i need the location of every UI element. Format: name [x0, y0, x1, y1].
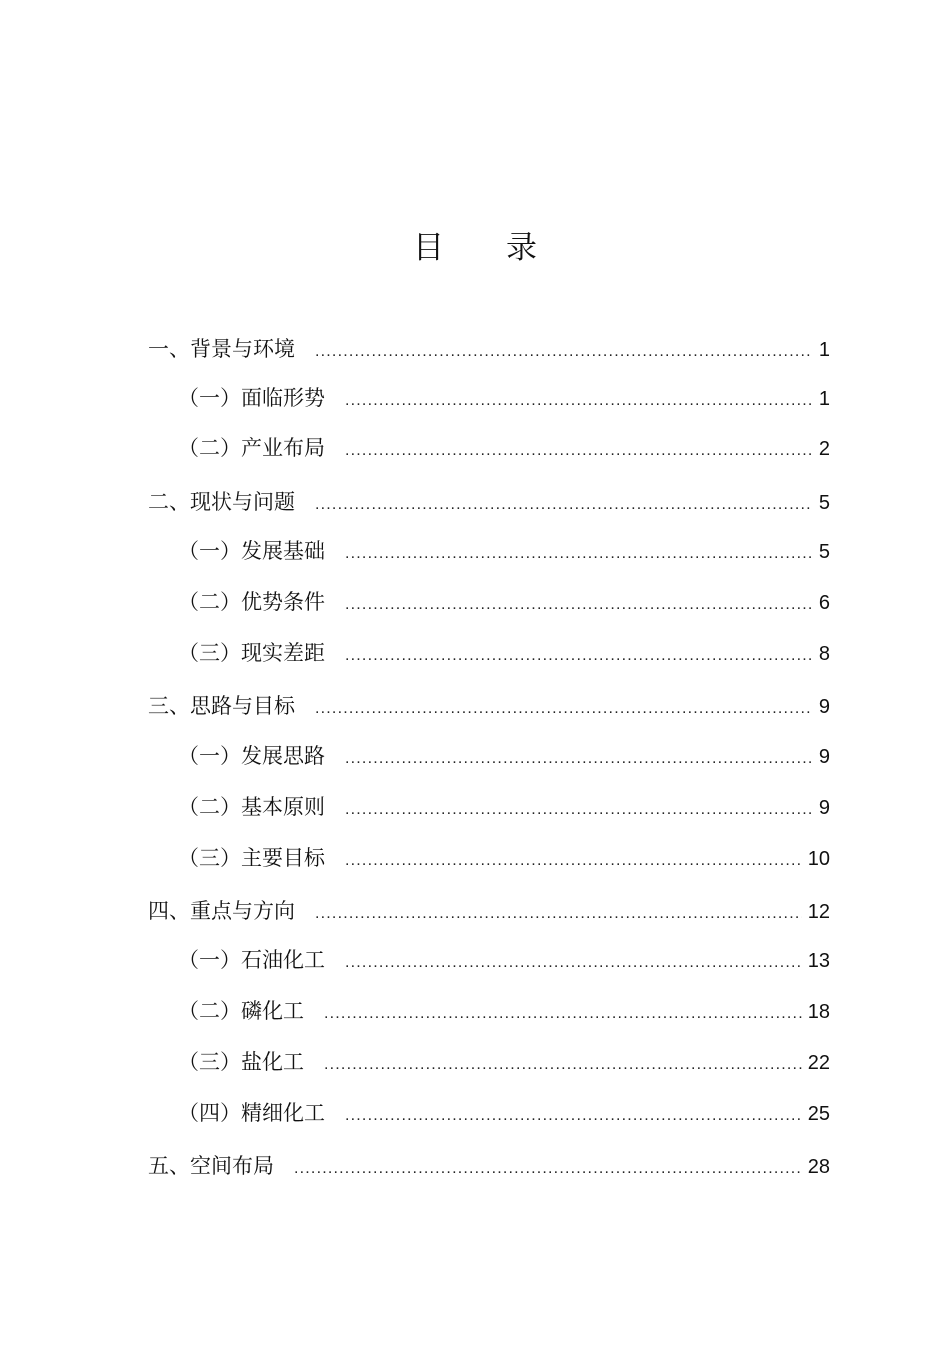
- toc-dot-leader: [345, 642, 813, 670]
- toc-entry[interactable]: [178, 946, 830, 977]
- toc-dot-leader: [345, 437, 813, 465]
- toc-entry-label: （三）主要目标: [178, 846, 325, 870]
- toc-page-number: 13: [807, 950, 830, 972]
- toc-dot-leader: [315, 338, 813, 366]
- toc-entry[interactable]: [178, 1099, 830, 1130]
- toc-entry-label: （二）优势条件: [178, 590, 325, 614]
- toc-dot-leader: [345, 949, 802, 977]
- toc-entry-label: 三、思路与目标: [148, 694, 295, 718]
- toc-entry-label: 五、空间布局: [148, 1154, 274, 1178]
- toc-page-number: 5: [818, 492, 830, 514]
- toc-title-char-2: 录: [506, 230, 537, 266]
- toc-page-number: 10: [807, 848, 830, 870]
- toc-entry[interactable]: [178, 434, 830, 465]
- toc-dot-leader: [324, 1051, 802, 1079]
- toc-page-number: 1: [818, 388, 830, 410]
- toc-dot-leader: [345, 745, 813, 773]
- toc-page-number: 2: [818, 438, 830, 460]
- toc-entry[interactable]: [178, 1048, 830, 1079]
- toc-entry[interactable]: [148, 692, 830, 723]
- toc-entry-label: （一）面临形势: [178, 386, 325, 410]
- toc-entry[interactable]: [148, 897, 830, 928]
- toc-entry[interactable]: [178, 793, 830, 824]
- toc-dot-leader: [324, 1000, 802, 1028]
- toc-page-number: 18: [807, 1001, 830, 1023]
- toc-entry[interactable]: [178, 742, 830, 773]
- toc-dot-leader: [345, 1102, 802, 1130]
- toc-page-number: 9: [818, 696, 830, 718]
- toc-entry-label: （一）发展思路: [178, 744, 325, 768]
- toc-entry-label: （二）磷化工: [178, 999, 304, 1023]
- toc-page-number: 5: [818, 541, 830, 563]
- toc-dot-leader: [345, 591, 813, 619]
- toc-entry[interactable]: [148, 488, 830, 519]
- toc-page-number: 22: [807, 1052, 830, 1074]
- toc-page-number: 9: [818, 746, 830, 768]
- toc-entry-label: 一、背景与环境: [148, 337, 295, 361]
- toc-entry[interactable]: [178, 588, 830, 619]
- toc-page-number: 1: [818, 339, 830, 361]
- toc-entry-label: （四）精细化工: [178, 1101, 325, 1125]
- toc-page-number: 25: [807, 1103, 830, 1125]
- toc-entry[interactable]: [178, 384, 830, 415]
- toc-dot-leader: [345, 847, 802, 875]
- toc-entry-label: （一）石油化工: [178, 948, 325, 972]
- toc-entry-label: 四、重点与方向: [148, 899, 295, 923]
- toc-dot-leader: [315, 900, 802, 928]
- toc-entry[interactable]: [178, 639, 830, 670]
- toc-page-number: 12: [807, 901, 830, 923]
- toc-page-number: 9: [818, 797, 830, 819]
- toc-title-char-1: 目: [413, 230, 444, 266]
- toc-dot-leader: [294, 1155, 802, 1183]
- toc-dot-leader: [345, 796, 813, 824]
- toc-dot-leader: [345, 387, 813, 415]
- toc-entry-label: 二、现状与问题: [148, 490, 295, 514]
- toc-entry[interactable]: [178, 844, 830, 875]
- toc-entry-label: （三）盐化工: [178, 1050, 304, 1074]
- toc-page-number: 28: [807, 1156, 830, 1178]
- toc-dot-leader: [345, 540, 813, 568]
- toc-entry[interactable]: [148, 335, 830, 366]
- toc-title: [0, 222, 950, 267]
- toc-page-number: 6: [818, 592, 830, 614]
- toc-entry-label: （一）发展基础: [178, 539, 325, 563]
- toc-dot-leader: [315, 695, 813, 723]
- toc-entry[interactable]: [178, 997, 830, 1028]
- toc-entry[interactable]: [148, 1152, 830, 1183]
- toc-entry-label: （二）基本原则: [178, 795, 325, 819]
- toc-entry[interactable]: [178, 537, 830, 568]
- toc-entry-label: （二）产业布局: [178, 436, 325, 460]
- toc-entry-label: （三）现实差距: [178, 641, 325, 665]
- toc-dot-leader: [315, 491, 813, 519]
- toc-page-number: 8: [818, 643, 830, 665]
